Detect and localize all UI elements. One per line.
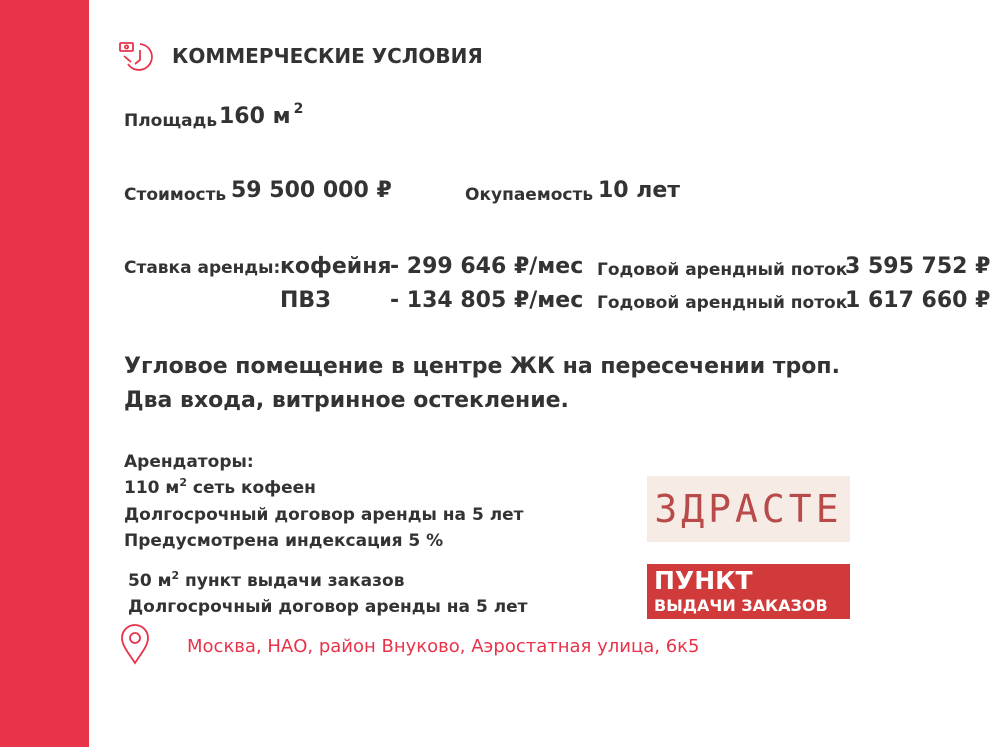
cash-register-icon <box>118 40 158 74</box>
annual-flow-label: Годовой арендный поток <box>597 293 848 313</box>
pickup-point-logo <box>647 564 850 619</box>
description-line: Угловое помещение в центре ЖК на пересечении троп. <box>124 354 840 379</box>
annual-flow-label: Годовой арендный поток <box>597 260 848 280</box>
map-pin-icon <box>119 623 151 665</box>
area-label: Площадь <box>124 111 218 131</box>
tenant-area: 110 м <box>124 478 180 498</box>
cost-value: 59 500 000 ₽ <box>231 178 392 203</box>
tenant-area-superscript: 2 <box>179 476 187 489</box>
area-value <box>219 101 304 129</box>
tenant-area: 50 м <box>128 571 172 591</box>
pickup-point-logo-line2: ВЫДАЧИ ЗАКАЗОВ <box>654 596 828 615</box>
description-line: Два входа, витринное остекление. <box>124 388 569 413</box>
payback-label: Окупаемость <box>465 185 594 205</box>
tenant-line: Долгосрочный договор аренды на 5 лет <box>124 505 524 525</box>
rent-label: Ставка аренды: <box>124 258 281 278</box>
section-title: КОММЕРЧЕСКИЕ УСЛОВИЯ <box>172 44 483 68</box>
zdraste-logo-text: ЗДРАСТЕ <box>654 487 843 531</box>
rent-item-amount: - 134 805 ₽/мес <box>390 288 584 313</box>
pickup-point-logo-line1: ПУНКТ <box>654 566 753 595</box>
zdraste-logo <box>647 476 850 542</box>
tenants-title: Арендаторы: <box>124 452 254 472</box>
annual-flow-value: 3 595 752 ₽ <box>845 254 991 279</box>
tenant-type: сеть кофеен <box>186 478 316 498</box>
area-unit-superscript: 2 <box>293 101 304 117</box>
area-value-text: 160 м <box>219 104 291 129</box>
tenant-line: Предусмотрена индексация 5 % <box>124 531 444 551</box>
sidebar-accent-bar <box>0 0 89 747</box>
payback-value: 10 лет <box>598 178 681 203</box>
rent-item-name: кофейня <box>280 254 392 279</box>
tenant-line: Долгосрочный договор аренды на 5 лет <box>128 597 528 617</box>
rent-item-amount: - 299 646 ₽/мес <box>390 254 584 279</box>
tenant-type: пункт выдачи заказов <box>179 571 405 591</box>
tenant-line <box>124 478 316 498</box>
cost-label: Стоимость <box>124 185 227 205</box>
address-text: Москва, НАО, район Внуково, Аэростатная улица, 6к5 <box>187 636 700 657</box>
tenant-line <box>128 571 404 591</box>
rent-item-name: ПВЗ <box>280 288 331 313</box>
tenant-area-superscript: 2 <box>171 569 180 582</box>
annual-flow-value: 1 617 660 ₽ <box>845 288 991 313</box>
